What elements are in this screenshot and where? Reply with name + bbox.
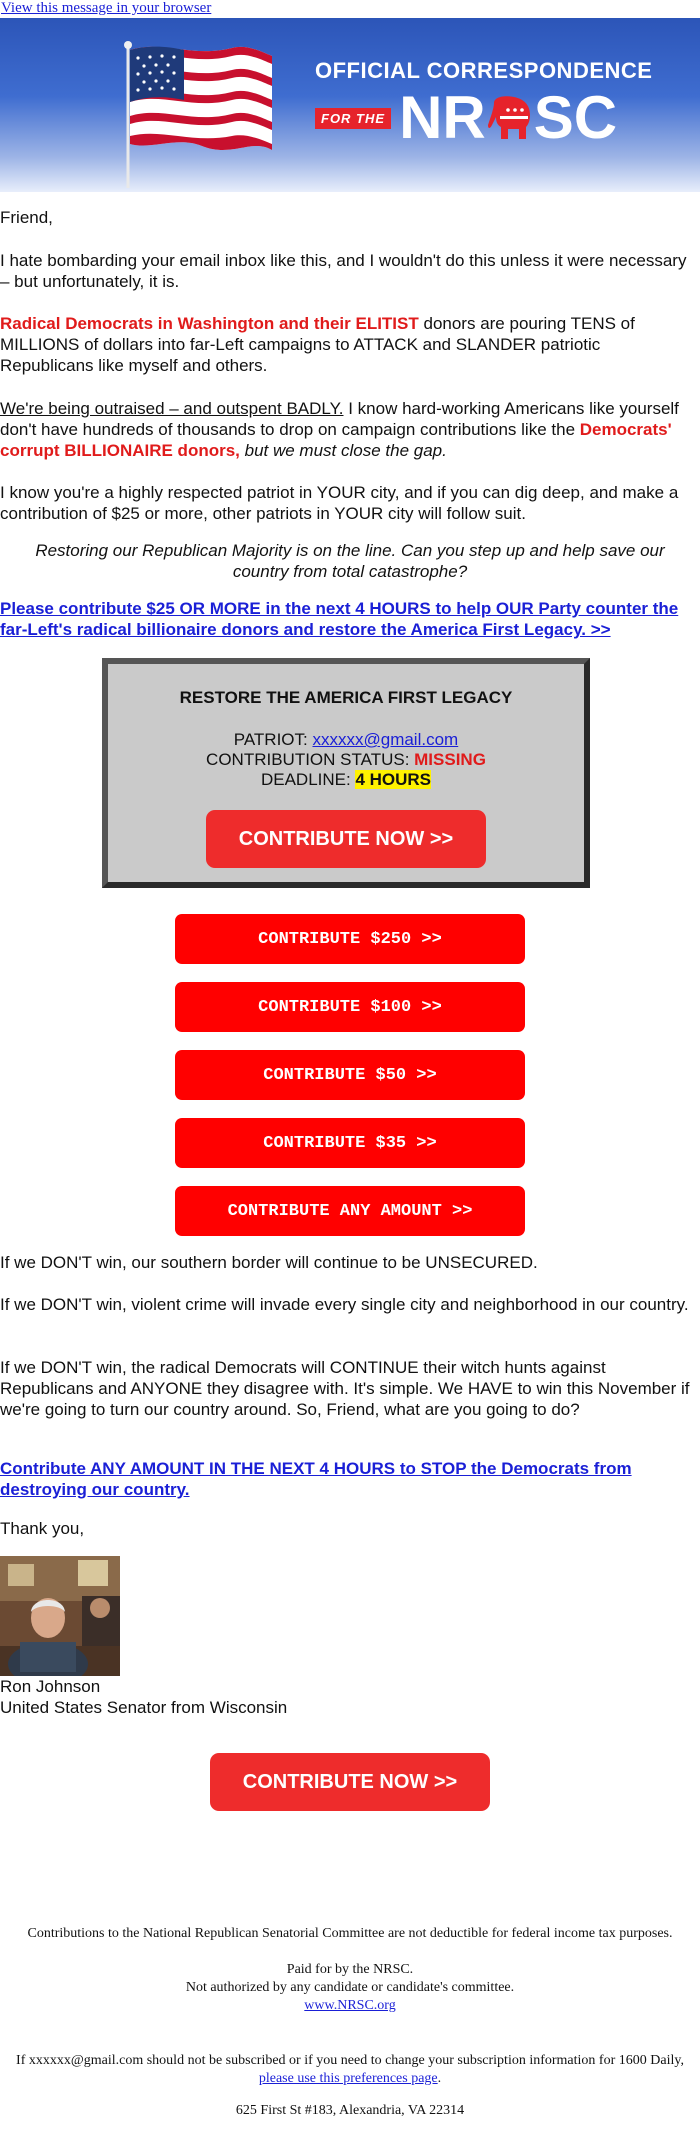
paragraph-3-underlined: We're being outraised – and outspent BADLY.	[0, 399, 344, 418]
contribute-100-button[interactable]: CONTRIBUTE $100 >>	[175, 982, 525, 1032]
unsubscribe-text: If xxxxxx@gmail.com should not be subscribed or if you need to change your subscription information for 1600 Daily,	[16, 2053, 684, 2068]
status-label: CONTRIBUTION STATUS:	[206, 750, 415, 769]
footer-address: 625 First St #183, Alexandria, VA 22314	[235, 2103, 465, 2118]
deadline-value: 4 HOURS	[355, 770, 432, 789]
contribute-50-button[interactable]: CONTRIBUTE $50 >>	[175, 1050, 525, 1100]
box-title: RESTORE THE AMERICA FIRST LEGACY	[179, 688, 513, 707]
signer-name: Ron Johnson	[0, 1677, 101, 1696]
nrsc-site-link[interactable]: www.NRSC.org	[304, 1998, 396, 2013]
paragraph-2-highlight: Radical Democrats in Washington and their ELITIST	[0, 314, 419, 333]
us-flag-icon	[122, 38, 272, 188]
paragraph-2-text: donors are pouring TENS of MILLIONS of dollars into far-Left campaigns to ATTACK and SLANDER patriotic Republicans like myself and others.	[0, 314, 635, 375]
preferences-page-link[interactable]: please use this preferences page	[258, 2071, 438, 2086]
banner-title: OFFICIAL CORRESPONDENCE	[315, 58, 653, 83]
contribute-250-button[interactable]: CONTRIBUTE $250 >>	[175, 914, 525, 964]
footer-paid-for: Paid for by the NRSC.	[286, 1962, 414, 1977]
paragraph-3-end: but we must close the gap.	[239, 441, 447, 460]
elephant-icon	[488, 95, 532, 141]
signer-photo	[0, 1556, 120, 1676]
unsubscribe-end: .	[437, 2071, 442, 2086]
contribute-link-top[interactable]: Please contribute $25 OR MORE in the next 4 HOURS to help OUR Party counter the far-Left's radical billionaire donors and restore the America First Legacy. >>	[0, 599, 679, 639]
thank-you: Thank you,	[0, 1519, 85, 1538]
nrsc-logo	[315, 58, 653, 151]
patriot-label: PATRIOT:	[233, 730, 313, 749]
patriot-email-link[interactable]: xxxxxx@gmail.com	[312, 730, 459, 749]
deadline-line	[108, 770, 584, 790]
status-line	[108, 750, 584, 770]
contribute-now-button-bottom[interactable]: CONTRIBUTE NOW >>	[210, 1753, 490, 1811]
paragraph-8: If we DON'T win, the radical Democrats will CONTINUE their witch hunts against Republicans and ANYONE they disagree with. It's simple. We HAVE to win this November if we're going to turn our country around. So, Friend, what are you going to do?	[0, 1358, 690, 1419]
deadline-label: DEADLINE:	[260, 770, 356, 789]
paragraph-5: Restoring our Republican Majority is on the line. Can you step up and help save our country from total catastrophe?	[35, 541, 665, 581]
signer-title: United States Senator from Wisconsin	[0, 1698, 288, 1717]
for-the-label: FOR THE	[315, 108, 391, 129]
paragraph-7: If we DON'T win, violent crime will invade every single city and neighborhood in our country.	[0, 1295, 689, 1314]
view-in-browser-link[interactable]: View this message in your browser	[1, 0, 212, 16]
paragraph-2	[0, 313, 690, 376]
paragraph-4: I know you're a highly respected patriot in YOUR city, and if you can dig deep, and make a contribution of $25 or more, other patriots in YOUR city will follow suit.	[0, 483, 679, 523]
greeting: Friend,	[0, 208, 53, 227]
paragraph-1: I hate bombarding your email inbox like this, and I wouldn't do this unless it were necessary – but unfortunately, it is.	[0, 251, 687, 291]
paragraph-3-text: I know hard-working Americans like yourself don't have hundreds of thousands to drop on campaign contributions like the	[0, 399, 679, 439]
status-value: MISSING	[414, 750, 486, 769]
nrsc-wordmark-right: SC	[533, 84, 618, 151]
contribution-status-box	[102, 658, 590, 888]
patriot-line	[108, 730, 584, 750]
footer-disclaimer: Contributions to the National Republican Senatorial Committee are not deductible for federal income tax purposes.	[27, 1926, 673, 1941]
nrsc-wordmark-left: NR	[399, 84, 486, 151]
footer-site	[0, 1997, 700, 2015]
footer-not-authorized: Not authorized by any candidate or candidate's committee.	[185, 1980, 515, 1995]
paragraph-3	[0, 398, 690, 461]
contribute-now-button-box[interactable]: CONTRIBUTE NOW >>	[206, 810, 486, 868]
footer-unsubscribe	[5, 2052, 695, 2088]
contribute-any-amount-button[interactable]: CONTRIBUTE ANY AMOUNT >>	[175, 1186, 525, 1236]
contribute-35-button[interactable]: CONTRIBUTE $35 >>	[175, 1118, 525, 1168]
contribute-link-bottom[interactable]: Contribute ANY AMOUNT IN THE NEXT 4 HOURS to STOP the Democrats from destroying our country.	[0, 1459, 632, 1499]
paragraph-3-highlight: Democrats' corrupt BILLIONAIRE donors,	[0, 420, 672, 460]
header-banner	[0, 18, 700, 192]
paragraph-6: If we DON'T win, our southern border will continue to be UNSECURED.	[0, 1253, 538, 1272]
nrsc-wordmark	[399, 84, 618, 151]
